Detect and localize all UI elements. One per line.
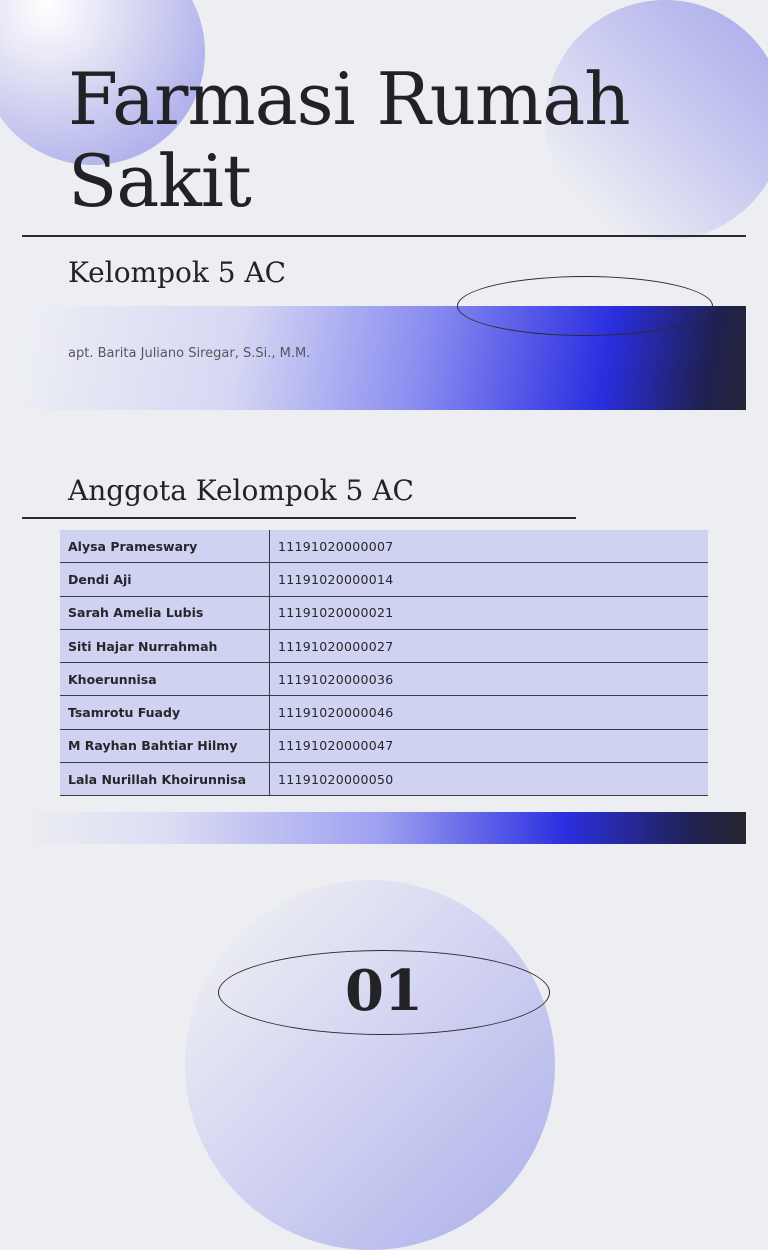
member-nim: 11191020000007 [270, 530, 709, 563]
table-row [60, 663, 708, 696]
member-nim: 11191020000046 [270, 696, 709, 729]
member-name: Khoerunnisa [60, 663, 270, 696]
member-name: Sarah Amelia Lubis [60, 596, 270, 629]
member-nim: 11191020000021 [270, 596, 709, 629]
members-heading: Anggota Kelompok 5 AC [68, 474, 414, 507]
table-row [60, 763, 708, 796]
member-nim: 11191020000027 [270, 629, 709, 662]
table-row [60, 629, 708, 662]
member-nim: 11191020000036 [270, 663, 709, 696]
member-name: Alysa Prameswary [60, 530, 270, 563]
member-name: M Rayhan Bahtiar Hilmy [60, 729, 270, 762]
table-row [60, 563, 708, 596]
table-row [60, 530, 708, 563]
decorative-circle-bottom [185, 880, 555, 1250]
table-row [60, 696, 708, 729]
presenter-name: apt. Barita Juliano Siregar, S.Si., M.M. [68, 346, 311, 361]
page-number: 01 [345, 958, 423, 1024]
member-nim: 11191020000014 [270, 563, 709, 596]
table-row [60, 729, 708, 762]
gradient-band-bottom [22, 812, 746, 844]
member-name: Dendi Aji [60, 563, 270, 596]
slide-subtitle: Kelompok 5 AC [68, 256, 287, 289]
slide-title: Farmasi Rumah Sakit [68, 57, 630, 223]
table-row [60, 596, 708, 629]
member-name: Lala Nurillah Khoirunnisa [60, 763, 270, 796]
member-nim: 11191020000050 [270, 763, 709, 796]
section-divider [22, 517, 576, 519]
title-divider [22, 235, 746, 237]
member-name: Siti Hajar Nurrahmah [60, 629, 270, 662]
members-table [60, 530, 708, 796]
member-nim: 11191020000047 [270, 729, 709, 762]
member-name: Tsamrotu Fuady [60, 696, 270, 729]
decorative-oval-top [457, 276, 713, 336]
